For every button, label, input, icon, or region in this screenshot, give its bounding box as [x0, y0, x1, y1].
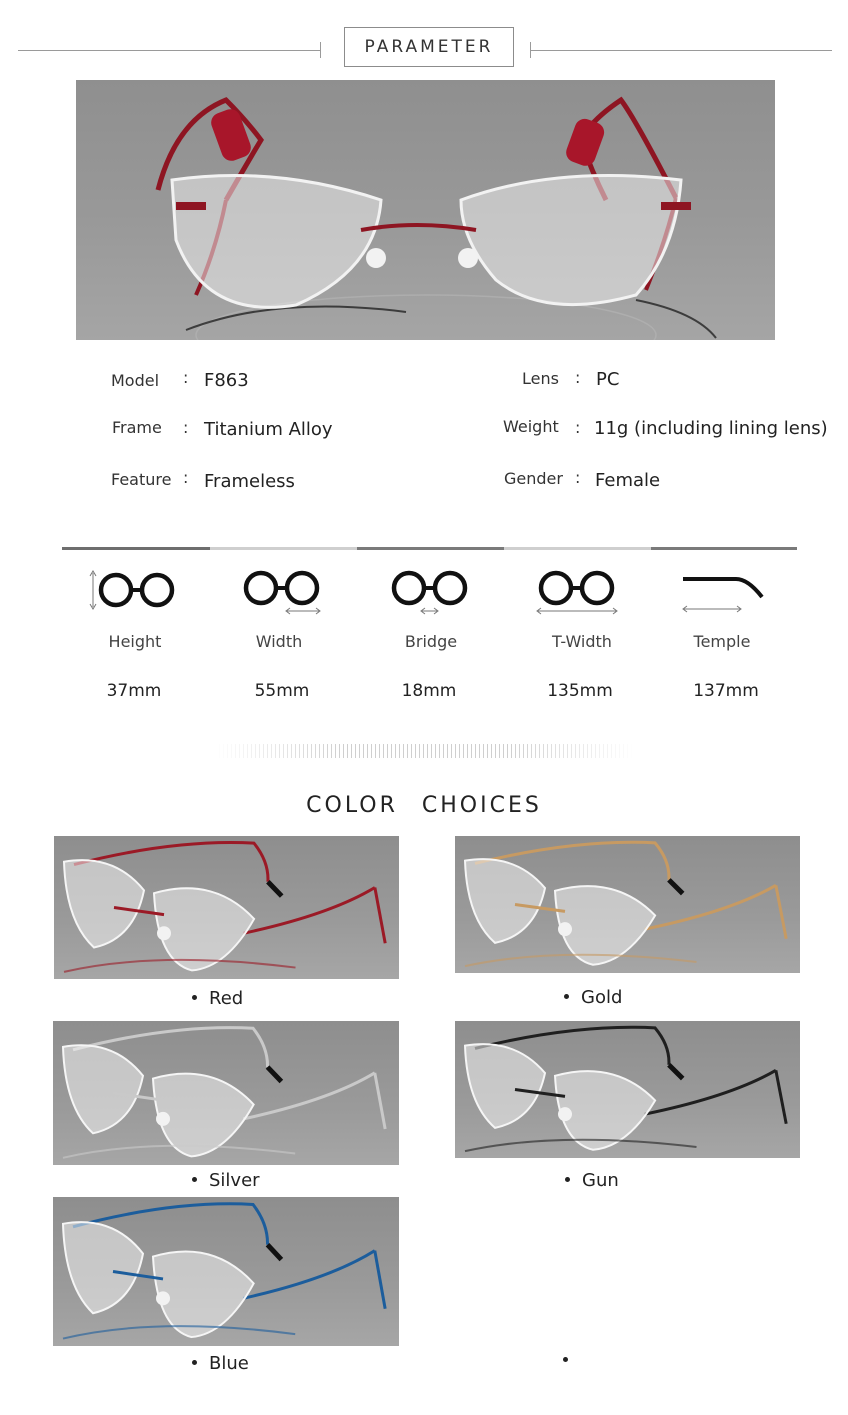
- color-option-empty: [563, 1350, 580, 1371]
- hero-glasses-illustration: [76, 80, 775, 340]
- measure-label-width: Width: [255, 632, 303, 651]
- param-colon: :: [575, 418, 581, 437]
- glasses-illustration: [455, 1021, 800, 1158]
- measure-bar-segment: [504, 547, 651, 550]
- param-colon: :: [183, 368, 189, 387]
- header-line-left: [18, 50, 320, 51]
- measure-label-t-width: T-Width: [552, 632, 612, 651]
- glasses-illustration: [53, 1021, 399, 1165]
- color-photo-gun: [455, 1021, 800, 1158]
- measure-value-width: 55mm: [254, 681, 310, 701]
- param-label-model: Model: [111, 371, 160, 390]
- param-value-model: F863: [204, 370, 249, 391]
- color-photo-red: [54, 836, 399, 979]
- bullet-icon: [192, 995, 197, 1000]
- param-value-feature: Frameless: [204, 471, 295, 492]
- color-option-gold: Gold: [564, 987, 622, 1008]
- glasses-illustration: [455, 836, 800, 973]
- header-line-right: [530, 50, 832, 51]
- param-value-gender: Female: [595, 470, 661, 491]
- section-title-parameter: PARAMETER: [344, 27, 514, 67]
- param-colon: :: [575, 468, 581, 487]
- color-option-gun: Gun: [565, 1170, 619, 1191]
- height-icon: [88, 565, 180, 615]
- param-colon: :: [183, 468, 189, 487]
- color-option-blue: Blue: [192, 1353, 249, 1374]
- bullet-icon: [192, 1360, 197, 1365]
- param-value-lens: PC: [596, 369, 620, 390]
- param-colon: :: [575, 368, 581, 387]
- measure-bar-segment: [62, 547, 210, 550]
- hero-product-photo: [76, 80, 775, 340]
- param-colon: :: [183, 418, 189, 437]
- param-label-feature: Feature: [111, 470, 172, 489]
- color-photo-silver: [53, 1021, 399, 1165]
- measure-label-height: Height: [108, 632, 162, 651]
- measure-label-temple: Temple: [693, 632, 751, 651]
- glasses-illustration: [53, 1197, 399, 1346]
- bullet-icon: [192, 1177, 197, 1182]
- measure-bar-segment: [651, 547, 797, 550]
- measure-value-temple: 137mm: [693, 681, 759, 701]
- glasses-illustration: [54, 836, 399, 979]
- measure-label-bridge: Bridge: [404, 632, 458, 651]
- bullet-icon: [565, 1177, 570, 1182]
- section-title-color-choices: COLOR CHOICES: [306, 793, 542, 818]
- dashed-divider: [215, 744, 635, 758]
- measure-bar-segment: [210, 547, 357, 550]
- measure-bar-segment: [357, 547, 504, 550]
- bridge-icon: [385, 565, 477, 615]
- measure-value-bridge: 18mm: [401, 681, 457, 701]
- param-label-gender: Gender: [504, 469, 563, 488]
- temple-icon: [678, 565, 770, 615]
- param-label-frame: Frame: [112, 418, 162, 437]
- bullet-icon: [563, 1357, 568, 1362]
- measure-value-t-width: 135mm: [547, 681, 613, 701]
- color-option-silver: Silver: [192, 1170, 260, 1191]
- measure-value-height: 37mm: [106, 681, 162, 701]
- width-icon: [237, 565, 329, 615]
- header-tick-left: [320, 42, 321, 58]
- param-label-lens: Lens: [522, 369, 559, 388]
- color-photo-gold: [455, 836, 800, 973]
- color-option-red: Red: [192, 988, 243, 1009]
- color-photo-blue: [53, 1197, 399, 1346]
- param-value-frame: Titanium Alloy: [204, 419, 333, 440]
- param-label-weight: Weight: [503, 417, 559, 436]
- param-value-weight: 11g (including lining lens): [594, 418, 828, 439]
- bullet-icon: [564, 994, 569, 999]
- t-width-icon: [532, 565, 624, 615]
